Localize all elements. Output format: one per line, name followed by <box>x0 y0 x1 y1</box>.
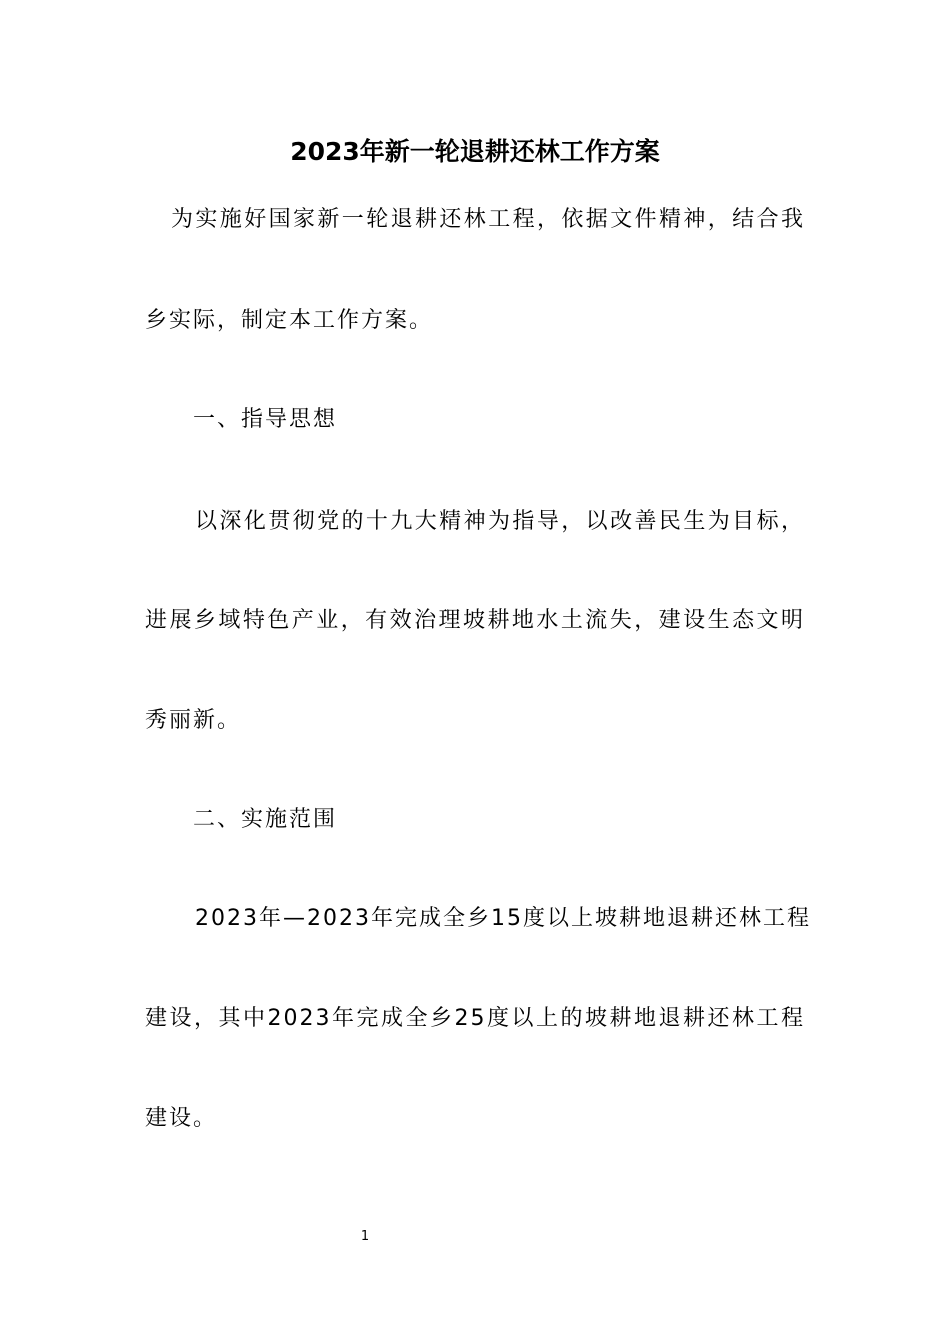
page-number: 1 <box>360 1229 370 1244</box>
section1-line-1: 以深化贯彻党的十九大精神为指导，以改善民生为目标， <box>195 509 805 534</box>
section-heading-implementation-scope: 二、实施范围 <box>193 807 338 832</box>
section1-line-2: 进展乡域特色产业，有效治理坡耕地水土流失，建设生态文明 <box>145 608 805 633</box>
section1-line-3: 秀丽新。 <box>145 708 242 733</box>
intro-line-2: 乡实际，制定本工作方案。 <box>145 308 434 333</box>
section2-line-1: 2023年—2023年完成全乡15度以上坡耕地退耕还林工程 <box>195 906 811 931</box>
section-heading-guiding-ideology: 一、指导思想 <box>193 407 338 432</box>
document-title: 2023年新一轮退耕还林工作方案 <box>290 137 660 166</box>
section2-line-2: 建设，其中2023年完成全乡25度以上的坡耕地退耕还林工程 <box>145 1006 805 1031</box>
section2-line-3: 建设。 <box>145 1106 218 1131</box>
intro-line-1: 为实施好国家新一轮退耕还林工程，依据文件精神，结合我 <box>171 207 805 232</box>
